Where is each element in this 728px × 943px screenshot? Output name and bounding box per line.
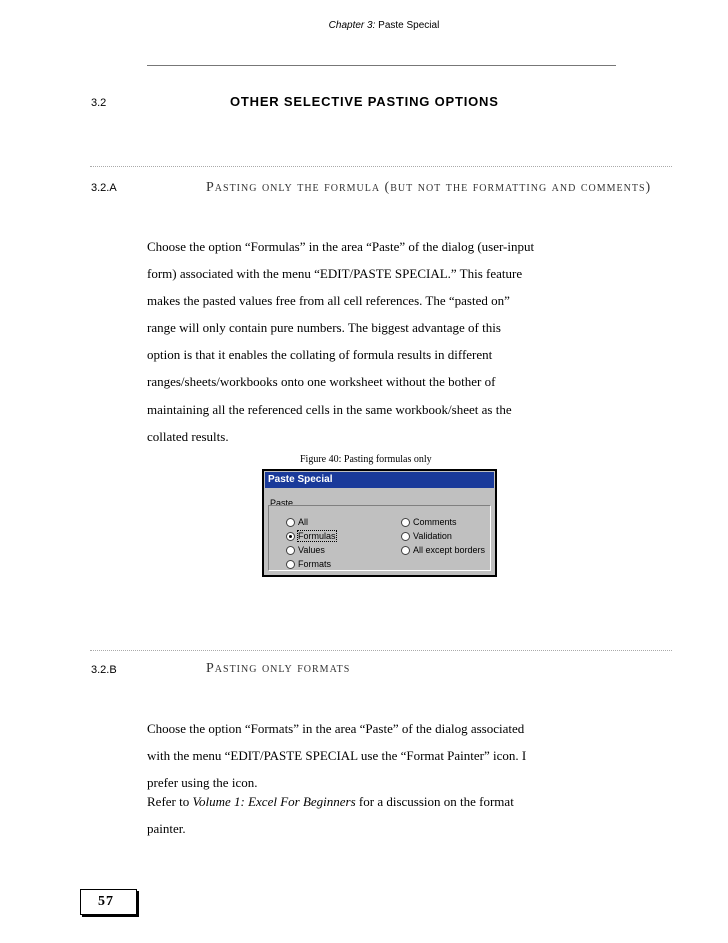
body-line: maintaining all the referenced cells in the same workbook/sheet as the: [147, 401, 512, 417]
section-title: OTHER SELECTIVE PASTING OPTIONS: [230, 94, 499, 109]
body-line: makes the pasted values free from all cell references. The “pasted on”: [147, 293, 510, 309]
radio-all-except-borders[interactable]: [401, 545, 485, 555]
subsection-b-reference: [147, 788, 627, 842]
subsection-b-title: Pasting only formats: [206, 661, 351, 676]
body-line: form) associated with the menu “EDIT/PASTE SPECIAL.” This feature: [147, 266, 523, 282]
divider: [90, 650, 672, 651]
body-line: with the menu “EDIT/PASTE SPECIAL use the “Format Painter” icon. I: [147, 748, 527, 764]
subsection-b-body: [147, 715, 627, 796]
radio-label: Values: [298, 545, 325, 555]
header-title: Paste Special: [378, 20, 440, 31]
header-chapter: Chapter 3:: [328, 20, 376, 31]
divider: [90, 166, 672, 167]
subsection-a-body: [147, 233, 627, 450]
section-number: 3.2: [91, 97, 107, 109]
body-line: range will only contain pure numbers. The biggest advantage of this: [147, 320, 501, 336]
body-line: [147, 788, 627, 815]
radio-label: Validation: [413, 531, 452, 541]
body-line: Choose the option “Formulas” in the area “Paste” of the dialog (user-input: [147, 239, 535, 254]
radio-label: Formulas: [298, 531, 336, 541]
paste-group-label: Paste: [270, 498, 294, 508]
radio-circle-icon: [401, 532, 410, 541]
radio-circle-icon: [401, 518, 410, 527]
radio-circle-icon: [286, 518, 295, 527]
figure-caption: Figure 40: Pasting formulas only: [300, 454, 432, 465]
radio-circle-icon: [286, 546, 295, 555]
header-rule: [147, 65, 616, 66]
ref-suffix: for a discussion on the format: [355, 794, 514, 809]
body-line: Choose the option “Formats” in the area “Paste” of the dialog associated: [147, 721, 525, 736]
body-line: prefer using the icon.: [147, 775, 258, 791]
ref-prefix: Refer to: [147, 794, 193, 809]
book-title: Volume 1: Excel For Beginners: [192, 794, 356, 809]
page-number: 57: [80, 889, 137, 915]
subsection-b-number: 3.2.B: [91, 664, 117, 676]
dialog-title: Paste Special: [265, 472, 494, 488]
radio-selected-icon: [286, 532, 295, 541]
radio-validation[interactable]: [401, 531, 452, 541]
body-line: option is that it enables the collating of formula results in different: [147, 347, 493, 363]
radio-formulas[interactable]: [286, 531, 336, 541]
subsection-a-title: Pasting only the formula (but not the formatting and comments): [206, 180, 652, 195]
paste-special-dialog: [262, 469, 497, 577]
page-header: [0, 20, 728, 31]
radio-comments[interactable]: [401, 517, 457, 527]
radio-formats[interactable]: [286, 559, 331, 569]
body-line: painter.: [147, 821, 186, 837]
radio-label: All except borders: [413, 545, 486, 555]
radio-label: Formats: [298, 559, 332, 569]
body-line: collated results.: [147, 428, 229, 444]
body-line: ranges/sheets/workbooks onto one worksheet without the bother of: [147, 374, 496, 390]
radio-circle-icon: [401, 546, 410, 555]
radio-all[interactable]: [286, 517, 308, 527]
radio-label: Comments: [413, 517, 457, 527]
radio-values[interactable]: [286, 545, 325, 555]
subsection-a-number: 3.2.A: [91, 182, 117, 194]
radio-circle-icon: [286, 560, 295, 569]
radio-label: All: [298, 517, 309, 527]
